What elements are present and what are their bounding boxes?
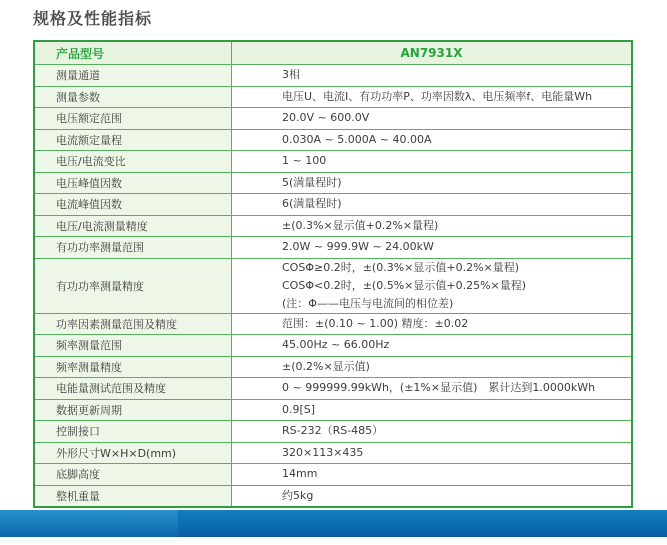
spec-label: 测量通道 — [34, 65, 232, 87]
footer-bar-left-segment — [0, 510, 178, 537]
spec-label: 有功功率测量精度 — [34, 258, 232, 313]
spec-value — [232, 399, 633, 421]
table-row — [34, 237, 632, 259]
table-row — [34, 172, 632, 194]
header-model-value: AN7931X — [232, 41, 633, 65]
spec-value-line: RS-232（RS-485） — [282, 424, 384, 438]
spec-label: 功率因素测量范围及精度 — [34, 313, 232, 335]
table-row — [34, 313, 632, 335]
spec-value-line: 1 ~ 100 — [282, 154, 327, 168]
spec-value-line: 14mm — [282, 467, 318, 481]
table-row — [34, 215, 632, 237]
spec-value — [232, 151, 633, 173]
spec-value — [232, 108, 633, 130]
spec-value-line: 约5kg — [282, 488, 314, 502]
table-row — [34, 65, 632, 87]
spec-value-line: 2.0W ~ 999.9W ~ 24.00kW — [282, 240, 434, 254]
spec-label: 电压额定范围 — [34, 108, 232, 130]
table-row — [34, 108, 632, 130]
spec-value — [232, 215, 633, 237]
spec-value — [232, 421, 633, 443]
spec-label: 有功功率测量范围 — [34, 237, 232, 259]
spec-value — [232, 86, 633, 108]
spec-value-line: ±(0.2%×显示值) — [282, 359, 370, 373]
table-row — [34, 464, 632, 486]
spec-label: 控制接口 — [34, 421, 232, 443]
spec-value-line: 45.00Hz ~ 66.00Hz — [282, 338, 390, 352]
header-product-model: 产品型号 — [34, 41, 232, 65]
spec-label: 电压/电流变比 — [34, 151, 232, 173]
spec-label: 电压/电流测量精度 — [34, 215, 232, 237]
table-row — [34, 421, 632, 443]
page-title: 规格及性能指标 — [33, 9, 153, 28]
spec-value-line: 0 ~ 999999.99kWh，(±1%×显示值) 累计达到1.0000kWh — [282, 381, 596, 395]
table-row — [34, 151, 632, 173]
spec-value — [232, 194, 633, 216]
spec-label: 整机重量 — [34, 485, 232, 507]
spec-label: 电能量测试范围及精度 — [34, 378, 232, 400]
spec-label: 测量参数 — [34, 86, 232, 108]
table-row — [34, 86, 632, 108]
spec-value-line: COSΦ<0.2时，±(0.5%×显示值+0.25%×量程) — [282, 278, 527, 292]
table-row — [34, 129, 632, 151]
spec-label: 底脚高度 — [34, 464, 232, 486]
spec-value — [232, 129, 633, 151]
spec-value — [232, 356, 633, 378]
spec-label: 频率测量精度 — [34, 356, 232, 378]
spec-table-body — [34, 65, 632, 507]
spec-label: 频率测量范围 — [34, 335, 232, 357]
spec-value — [232, 65, 633, 87]
spec-label: 外形尺寸W×H×D(mm) — [34, 442, 232, 464]
table-row — [34, 194, 632, 216]
spec-value-line: 20.0V ~ 600.0V — [282, 111, 370, 125]
spec-value-line: 320×113×435 — [282, 445, 364, 459]
spec-value-line: ±(0.3%×显示值+0.2%×量程) — [282, 218, 439, 232]
spec-value — [232, 258, 633, 313]
table-row — [34, 378, 632, 400]
header-row — [34, 41, 632, 65]
spec-value-line: (注：Φ——电压与电流间的相位差) — [282, 296, 454, 310]
table-row — [34, 399, 632, 421]
table-row — [34, 335, 632, 357]
footer-bar — [0, 510, 667, 537]
spec-value-line: 3相 — [282, 68, 300, 82]
spec-table — [33, 40, 633, 508]
spec-value-line: COSΦ≥0.2时，±(0.3%×显示值+0.2%×量程) — [282, 260, 520, 274]
table-row — [34, 258, 632, 313]
spec-label: 电压峰值因数 — [34, 172, 232, 194]
table-row — [34, 356, 632, 378]
spec-value — [232, 378, 633, 400]
table-row — [34, 485, 632, 507]
spec-label: 电流额定量程 — [34, 129, 232, 151]
spec-value-line: 范围：±(0.10 ~ 1.00) 精度：±0.02 — [282, 316, 469, 330]
spec-table-header — [34, 41, 632, 65]
table-row — [34, 442, 632, 464]
spec-value — [232, 237, 633, 259]
spec-value — [232, 464, 633, 486]
spec-value — [232, 172, 633, 194]
spec-value-line: 6(满量程时) — [282, 197, 342, 211]
spec-value — [232, 485, 633, 507]
spec-value — [232, 335, 633, 357]
spec-value-line: 0.030A ~ 5.000A ~ 40.00A — [282, 132, 432, 146]
spec-value-line: 电压U、电流I、有功功率P、功率因数λ、电压频率f、电能量Wh — [282, 89, 593, 103]
spec-value — [232, 442, 633, 464]
spec-label: 数据更新周期 — [34, 399, 232, 421]
spec-label: 电流峰值因数 — [34, 194, 232, 216]
spec-value — [232, 313, 633, 335]
spec-value-line: 0.9[S] — [282, 402, 316, 416]
spec-value-line: 5(满量程时) — [282, 175, 342, 189]
